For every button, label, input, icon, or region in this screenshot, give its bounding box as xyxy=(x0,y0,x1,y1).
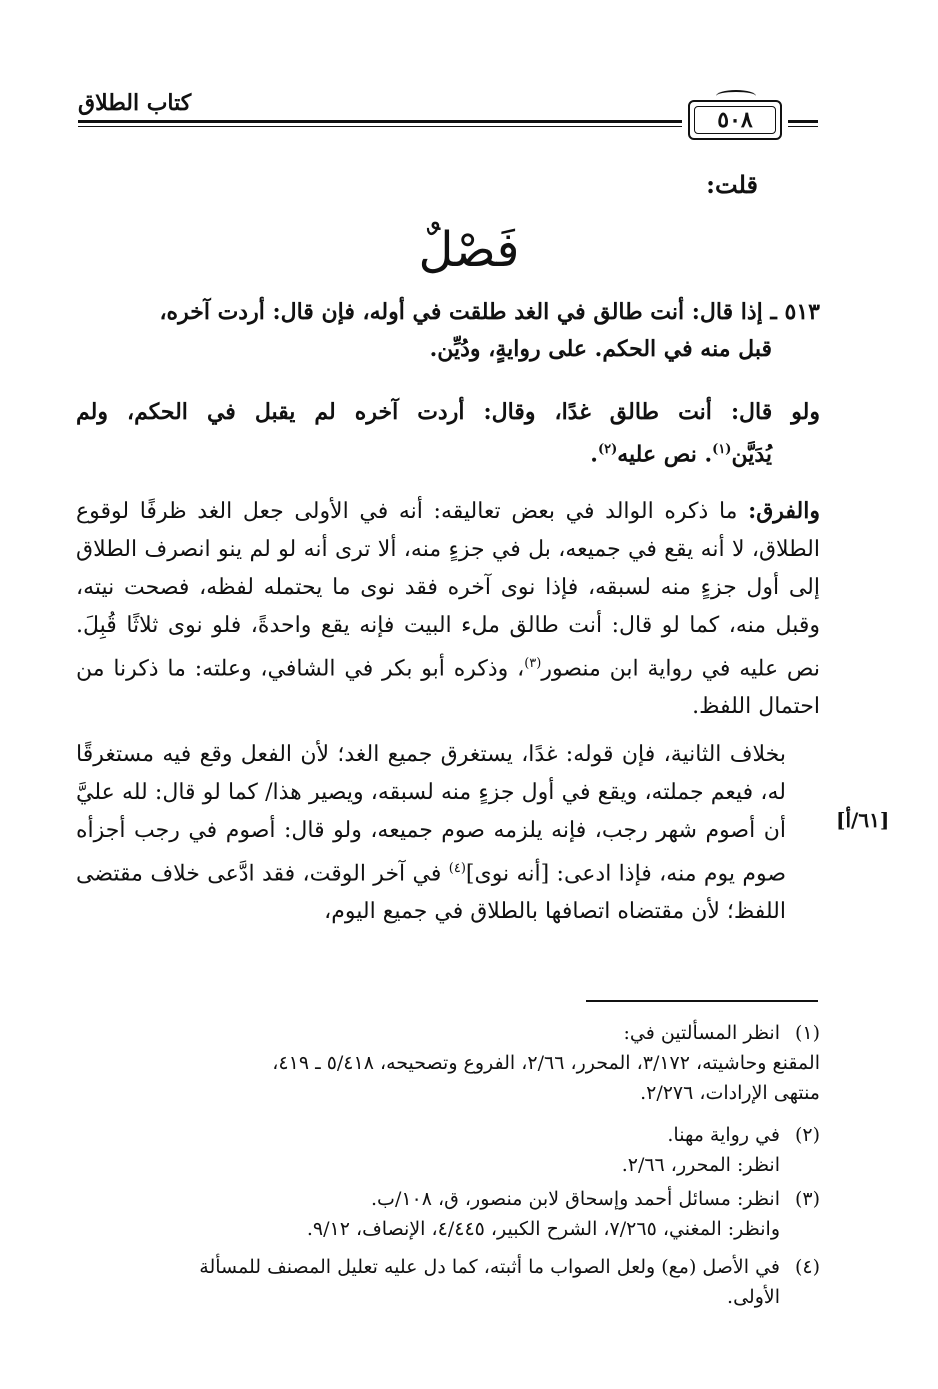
khilaf-paragraph xyxy=(76,736,820,931)
page-number: ٥٠٨ xyxy=(717,107,753,133)
farq-paragraph xyxy=(76,492,820,726)
footnote-ref-3[interactable]: (٣) xyxy=(524,656,542,671)
footnote-3-line1: انظر: مسائل أحمد وإسحاق لابن منصور، ق، ١٠٨/ب. xyxy=(371,1188,780,1210)
footnote-2 xyxy=(76,1120,820,1180)
footnote-ref-1[interactable]: (١) xyxy=(712,442,732,457)
running-head-title: كتاب الطلاق xyxy=(78,90,192,116)
manuscript-folio-ref: [٦١/أ] xyxy=(836,808,890,832)
header-rule-right xyxy=(788,120,818,123)
farq-text-b: ، وذكره أبو بكر في الشافي، وعلته: ما ذكرنا من احتمال اللفظ. xyxy=(76,656,820,720)
walaw-nass: . نص عليه xyxy=(617,441,713,468)
footnote-ref-2[interactable]: (٢) xyxy=(597,442,618,457)
footnote-1 xyxy=(76,1018,820,1108)
footnote-3 xyxy=(76,1184,820,1244)
khilaf-text-a: بخلاف الثانية، فإن قوله: غدًا، يستغرق جميع الغد؛ لأن الفعل وقع فيه مستغرقًا له، فيعم جملته، ويقع في أول جزءٍ منه لسبقه، ويصير هذا/ كما لو قال: لله عليَّ أن أصوم شهر رجب، فإنه يلزمه صوم جميعه، ولو قال: أصوم في رجب أجزأه صوم يوم منه، فإذا ادعى: [أنه نوى] xyxy=(76,742,787,887)
footnote-2-line2: انظر: المحرر، ٢/٦٦. xyxy=(621,1154,780,1176)
walaw-line2 xyxy=(76,431,820,473)
khilaf-text-b: في آخر الوقت، فقد ادَّعى خلاف مقتضى اللفظ؛ لأن مقتضاه اتصافها بالطلاق في جميع اليوم، xyxy=(76,861,786,925)
walaw-word-yudayyan: يُدَيَّن xyxy=(731,441,772,468)
footnote-1-line3: منتهى الإرادات، ٢/٢٧٦. xyxy=(640,1082,820,1104)
page-number-badge xyxy=(688,100,782,140)
header-rule-right-thin xyxy=(788,126,818,127)
masala-513-line2: قبل منه في الحكم. على روايةٍ، ودُيِّن. xyxy=(429,336,772,362)
footnote-2-line1: في رواية مهنا. xyxy=(667,1124,780,1146)
footnote-4-line1: في الأصل (مع) ولعل الصواب ما أثبته، كما دل عليه تعليل المصنف للمسألة xyxy=(199,1256,780,1278)
footnote-1-number: (١) xyxy=(794,1022,820,1044)
masala-513-line1: ٥١٣ ـ إذا قال: أنت طالق في الغد طلقت في أوله، فإن قال: أردت آخره، xyxy=(159,299,820,325)
footnote-3-number: (٣) xyxy=(794,1188,820,1210)
farq-label: والفرق: xyxy=(748,498,820,524)
masala-513 xyxy=(76,294,820,368)
footnote-3-line2: وانظر: المغني، ٧/٢٦٥، الشرح الكبير، ٤/٤٤٥، الإنصاف، ٩/١٢. xyxy=(306,1218,780,1240)
footnote-4-number: (٤) xyxy=(794,1256,820,1278)
qult-label: قلت: xyxy=(706,170,758,199)
walaw-end: . xyxy=(590,441,598,468)
header-rule-left xyxy=(78,120,682,123)
footnote-separator xyxy=(586,1000,818,1002)
walaw-line1: ولو قال: أنت طالق غدًا، وقال: أردت آخره لم يقبل في الحكم، ولم xyxy=(76,399,820,425)
footnote-2-number: (٢) xyxy=(794,1124,820,1146)
footnote-1-line1: انظر المسألتين في: xyxy=(623,1022,780,1044)
farq-text-a: ما ذكره الوالد في بعض تعاليقه: أنه في الأولى جعل الغد ظرفًا لوقوع الطلاق، لا أنه يقع في جميعه، بل في جزءٍ منه، ألا ترى أنه لو لم ينو انصرف الطلاق إلى أول جزءٍ منه لسبقه، فإذا نوى آخره فقد نوى ما يحتمله لفظه، فصحت نيته، وقبل منه، كما لو قال: أنت طالق ملء البيت فإنه يقع واحدةً، فلو نوى ثلاثًا قُبِلَ. نص عليه في رواية ابن منصور xyxy=(76,499,820,682)
footnote-4-line2: الأولى. xyxy=(727,1286,780,1308)
footnote-4 xyxy=(76,1252,820,1312)
header-rule-left-thin xyxy=(78,126,682,127)
footnote-ref-4[interactable]: (٤) xyxy=(448,861,466,876)
section-heading-fasl: فَصْلٌ xyxy=(418,222,520,278)
walaw-paragraph xyxy=(76,394,820,473)
footnote-1-line2: المقنع وحاشيته، ٣/١٧٢، المحرر، ٢/٦٦، الفروع وتصحيحه، ٥/٤١٨ ـ ٤١٩، xyxy=(272,1052,820,1074)
